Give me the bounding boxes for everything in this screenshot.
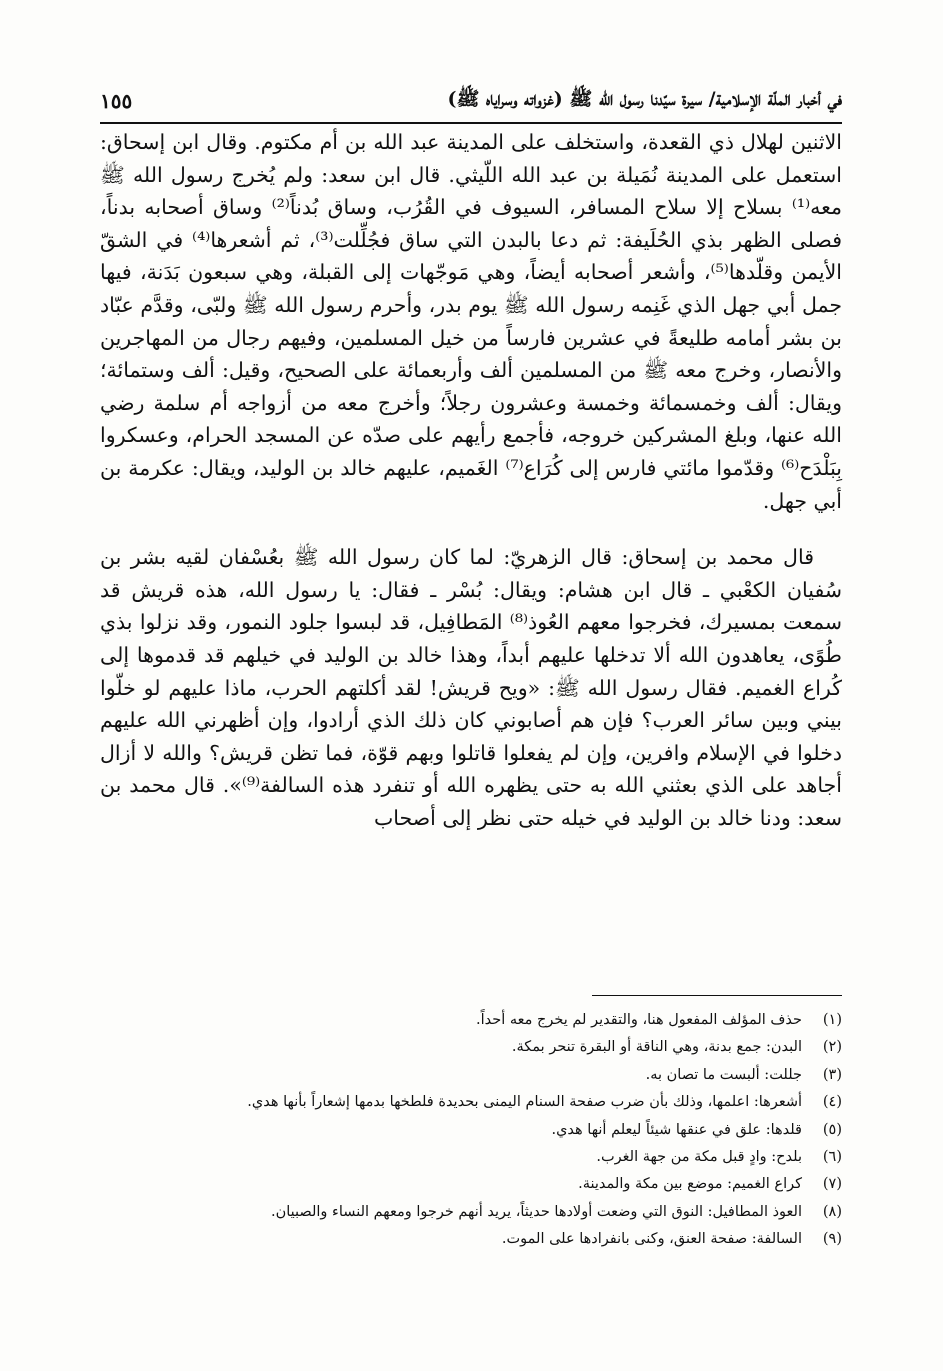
footnote-text: أشعرها: اعلمها، وذلك بأن ضرب صفحة السنام اليمنى بحديدة فلطخها بدمها إشعاراً بأنها هدي. [247,1094,802,1111]
running-header [100,82,842,120]
footnote [100,1007,842,1034]
footnote [100,1062,842,1089]
footnote [100,1117,842,1144]
footnote [100,1171,842,1198]
footnote [100,1226,842,1253]
footnotes [100,1007,842,1254]
footnote-number: (٧) [822,1176,842,1193]
footnote-separator [592,995,842,996]
footnote-text: العوذ المطافيل: النوق التي وضعت أولادها حديثاً، يريد أنهم خرجوا ومعهم النساء والصبيان. [270,1203,802,1220]
footnote-number: (٩) [822,1231,842,1248]
footnote-number: (١) [822,1012,842,1028]
footnote-number: (٥) [822,1121,842,1138]
footnote-number: (٤) [822,1094,842,1111]
footnote-text: بلدح: وادٍ قبل مكة من جهة الغرب. [596,1149,802,1166]
footnote [100,1144,842,1171]
footnote-text: حذف المؤلف المفعول هنا، والتقدير لم يخرج معه أحداً. [476,1012,802,1028]
footnote [100,1089,842,1116]
footnote [100,1199,842,1226]
footnote-text: كراع الغميم: موضع بين مكة والمدينة. [578,1176,802,1193]
page-number: ١٥٥ [100,89,133,113]
footnote-number: (٨) [822,1203,842,1220]
footnote-text: جللت: ألبست ما تصان به. [645,1066,802,1083]
footnote-text: قلدها: علق في عنقها شيئاً ليعلم أنها هدي. [551,1121,802,1138]
footnote-number: (٦) [822,1149,842,1166]
paragraph: قال محمد بن إسحاق: قال الزهريّ: لما كان رسول الله ﷺ بعُسْفان لقيه بشر بن سُفيان الكعْبي ـ قال ابن هشام: ويقال: بُسْر ـ فقال: يا رسول الله، هذه قريش قد سمعت بمسيرك، فخرجوا معهم العُوذ⁽⁸⁾ المَطافِيل، قد لبسوا جلود النمور، وقد نزلوا بذي طُوًى، يعاهدون الله ألا تدخلها عليهم أبداً، وهذا خالد بن الوليد في خيلهم قد قدموها إلى كُراع الغميم. فقال رسول الله ﷺ: «ويح قريش! لقد أكلتهم الحرب، ماذا عليهم لو خلّوا بيني وبين سائر العرب؟ فإن هم أصابوني كان ذلك الذي أرادوا، وإن أظهرني الله عليهم دخلوا في الإسلام وافرين، وإن لم يفعلوا قاتلوا وبهم قوّة، فما تظن قريش؟ والله لا أزال أجاهد على الذي بعثني الله به حتى يظهره الله أو تنفرد هذه السالفة⁽⁹⁾». قال محمد بن سعد: ودنا خالد بن الوليد في خيله حتى نظر إلى أصحاب [100,545,843,830]
main-text [100,126,842,834]
header-rule [100,122,842,124]
footnote-text: السالفة: صفحة العنق، وكنى بانفرادها على الموت. [501,1231,802,1248]
footnote-number: (٣) [822,1066,842,1083]
footnote-number: (٢) [822,1039,842,1056]
footnote-text: البدن: جمع بدنة، وهي الناقة أو البقرة تنحر بمكة. [511,1039,802,1056]
running-title: في أخبار الملّة الإسلامية/ سيرة سيّدنا رسول الله ﷺ (غزواته وسراياه ﷺ) [447,88,842,110]
paragraph: الاثنين لهلال ذي القعدة، واستخلف على المدينة عبد الله بن أم مكتوم. وقال ابن إسحاق: استعمل على المدينة نُمَيلة بن عبد الله اللّيثي. قال ابن سعد: ولم يُخرج رسول الله ﷺ معه⁽¹⁾ بسلاح إلا سلاح المسافر، السيوف في القُرُب، وساق بُدناً⁽²⁾ وساق أصحابه بدناً، فصلى الظهر بذي الحُلَيفة: ثم دعا بالبدن التي ساق فجُلِّلت⁽³⁾، ثم أشعرها⁽⁴⁾ في الشقّ الأيمن وقلّدها⁽⁵⁾، وأشعر أصحابه أيضاً، وهي مَوجّهات إلى القبلة، وهي سبعون بَدَنة، فيها جمل أبي جهل الذي غَنِمه رسول الله ﷺ يوم بدر، وأحرم رسول الله ﷺ ولبّى، وقدَّم عبّاد بن بشر أمامه طليعةً في عشرين فارساً من خيل المسلمين، وفيهم رجال من المهاجرين والأنصار، وخرج معه ﷺ من المسلمين ألف وأربعمائة على الصحيح، وقيل: ألف وستمائة؛ ويقال: ألف وخمسمائة وخمسة وعشرون رجلاً؛ وأخرج معه من أزواجه أم سلمة رضي الله عنها، وبلغ المشركين خروجه، فأجمع رأيهم على صدّه عن المسجد الحرام، وعسكروا بِبَلْدَح⁽⁶⁾ وقدّموا مائتي فارس إلى كُرَاع⁽⁷⁾ الغَميم، عليهم خالد بن الوليد، ويقال: عكرمة بن أبي جهل. [100,130,843,513]
footnote [100,1034,842,1061]
